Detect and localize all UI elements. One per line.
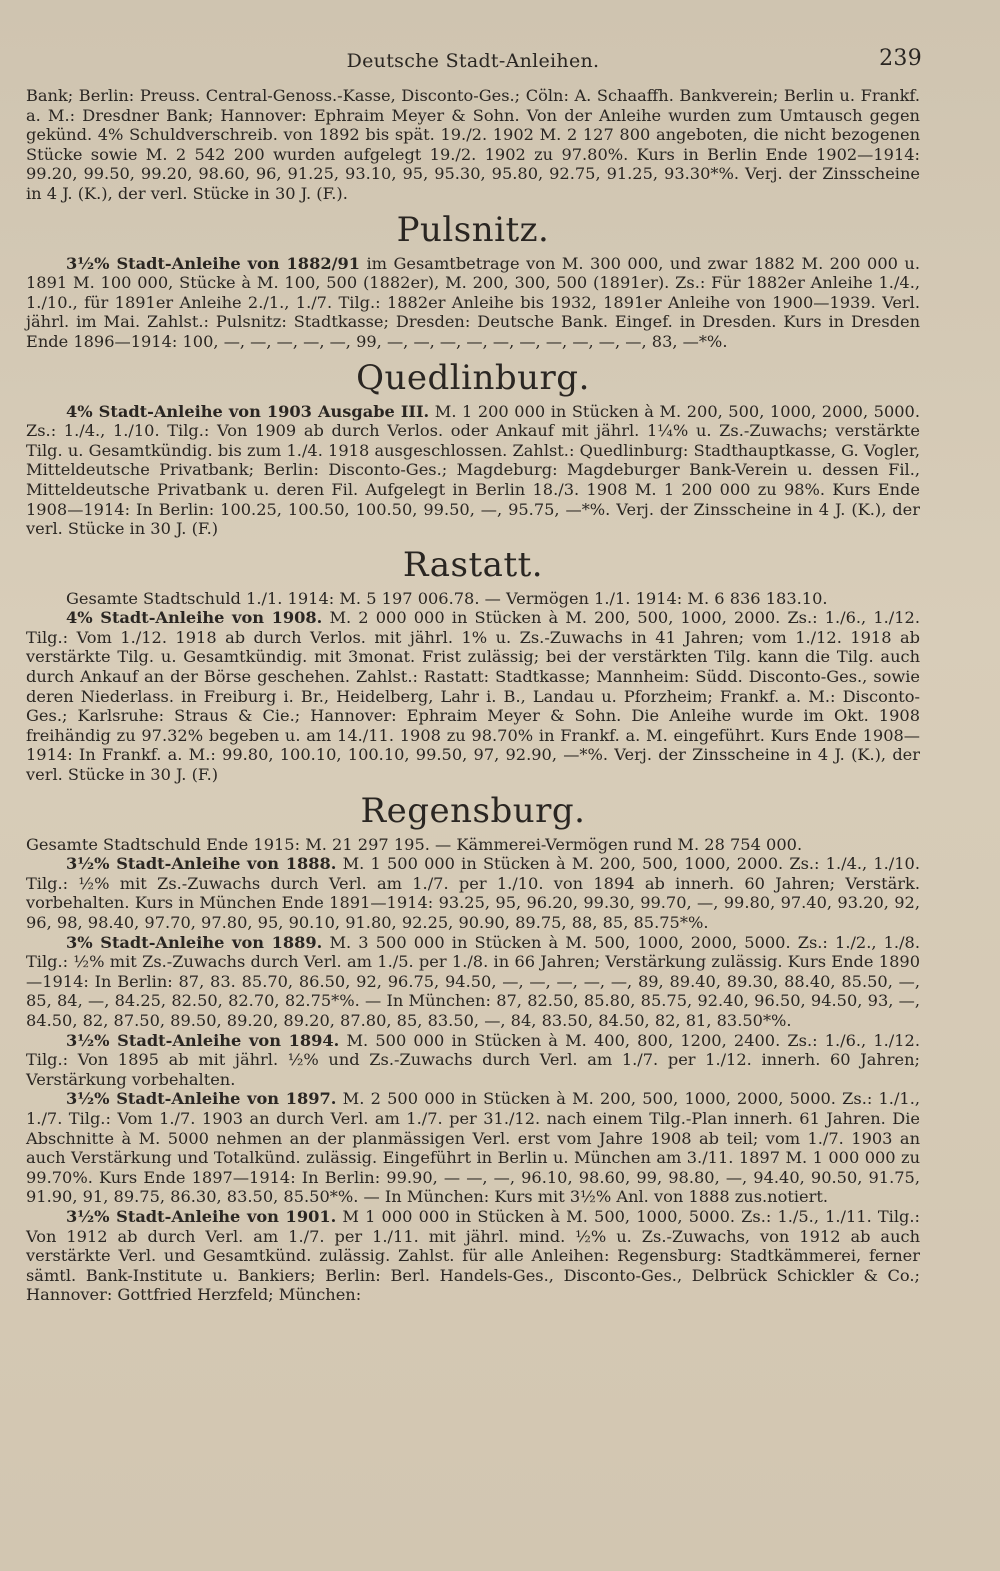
loan-title: 4% Stadt-Anleihe von 1903 Ausgabe III.: [66, 401, 430, 421]
loan-title: 3½% Stadt-Anleihe von 1901.: [66, 1206, 337, 1226]
loan-paragraph: [26, 1207, 920, 1305]
intro-paragraph: Bank; Berlin: Preuss. Central-Genoss.-Kasse, Disconto-Ges.; Cöln: A. Schaaffh. Bankverein; Berlin u. Frankf. a. M.: Dresdner Bank; Hannover: Ephraim Meyer & Sohn. Von der Anleihe wurden zum Umtausch gegen gekünd. 4% Schuldverschreib. von 1892 bis spät. 19./2. 1902 M. 2 127 800 angeboten, die nicht bezogenen Stücke sowie M. 2 542 200 wurden aufgelegt 19./2. 1902 zu 97.80%. Kurs in Berlin Ende 1902—1914: 99.20, 99.50, 99.20, 98.60, 96, 91.25, 93.10, 95, 95.30, 95.80, 92.75, 91.25, 93.30*%. Verj. der Zinsscheine in 4 J. (K.), der verl. Stücke in 30 J. (F.).: [26, 86, 920, 203]
loan-paragraph: [26, 854, 920, 932]
loan-title: 3½% Stadt-Anleihe von 1894.: [66, 1030, 340, 1050]
city-heading-rastatt: Rastatt.: [402, 544, 544, 585]
running-header: [26, 36, 920, 86]
loan-text: M. 1 200 000 in Stücken à M. 200, 500, 1000, 2000, 5000. Zs.: 1./4., 1./10. Tilg.: Von 1909 ab durch Verlos. oder Ankauf mit jährl. 1¼% u. Zs.-Zuwachs; verstärkte Tilg. u. Gesamtkündig. bis zum 1./4. 1918 ausgeschlossen. Zahlst.: Quedlinburg: Stadthauptkasse, G. Vogler, Mitteldeutsche Privatbank; Berlin: Disconto-Ges.; Magdeburg: Magdeburger Bank-Verein u. dessen Fil., Mitteldeutsche Privatbank u. deren Fil. Aufgelegt in Berlin 18./3. 1908 M. 1 200 000 zu 98%. Kurs Ende 1908—1914: In Berlin: 100.25, 100.50, 100.50, 99.50, —, 95.75, —*%. Verj. der Zinsscheine in 4 J. (K.), der verl. Stücke in 30 J. (F.): [26, 401, 920, 539]
city-heading-pulsnitz: Pulsnitz.: [396, 209, 550, 250]
city-heading-quedlinburg: Quedlinburg.: [356, 357, 590, 398]
loan-title: 3½% Stadt-Anleihe von 1888.: [66, 854, 337, 874]
loan-text: M. 2 000 000 in Stücken à M. 200, 500, 1000, 2000. Zs.: 1./6., 1./12. Tilg.: Vom 1./12. 1918 ab durch Verlos. mit jährl. 1% u. Zs.-Zuwachs in 41 Jahren; vom 1./12. 1918 ab verstärkte Tilg. u. Gesamtkündig. mit 3monat. Frist zulässig; bei der verstärkten Tilg. kann die Tilg. auch durch Ankauf an der Börse geschehen. Zahlst.: Rastatt: Stadtkasse; Mannheim: Südd. Disconto-Ges., sowie deren Niederlass. in Freiburg i. Br., Heidelberg, Lahr i. B., Landau u. Pforzheim; Frankf. a. M.: Disconto-Ges.; Karlsruhe: Straus & Cie.; Hannover: Ephraim Meyer & Sohn. Die Anleihe wurde im Okt. 1908 freihändig zu 97.32% begeben u. am 14./11. 1908 zu 98.70% in Frankf. a. M. eingeführt. Kurs Ende 1908—1914: In Frankf. a. M.: 99.80, 100.10, 100.10, 99.50, 97, 92.90, —*%. Verj. der Zinsscheine in 4 J. (K.), der verl. Stücke in 30 J. (F.): [26, 608, 920, 785]
loan-title: 3½% Stadt-Anleihe von 1897.: [66, 1089, 337, 1109]
loan-title: 4% Stadt-Anleihe von 1908.: [66, 608, 323, 628]
loan-text: M. 3 500 000 in Stücken à M. 500, 1000, 2000, 5000. Zs.: 1./2., 1./8. Tilg.: ½% mit Zs.-Zuwachs durch Verl. am 1./5. per 1./8. in 66 Jahren; Verstärkung zulässig. Kurs Ende 1890—1914: In Berlin: 87, 83. 85.70, 86.50, 92, 96.75, 94.50, —, —, —, —, —, 89, 89.40, 89.30, 88.40, 85.50, —, 85, 84, —, 84.25, 82.50, 82.70, 82.75*%. — In München: 87, 82.50, 85.80, 85.75, 92.40, 96.50, 94.50, 93, —, 84.50, 82, 87.50, 89.50, 89.20, 89.20, 87.80, 85, 83.50, —, 84, 83.50, 84.50, 82, 81, 83.50*%.: [26, 932, 920, 1030]
loan-paragraph: [26, 933, 920, 1031]
loan-text: M. 500 000 in Stücken à M. 400, 800, 1200, 2400. Zs.: 1./6., 1./12. Tilg.: Von 1895 ab mit jährl. ½% und Zs.-Zuwachs durch Verl. am 1./7. per 1./12. innerh. 60 Jahren; Verstärkung vorbehalten.: [26, 1030, 920, 1089]
loan-paragraph: [26, 608, 920, 784]
running-title: Deutsche Stadt-Anleihen.: [346, 50, 600, 72]
loan-text: im Gesamtbetrage von M. 300 000, und zwar 1882 M. 200 000 u. 1891 M. 100 000, Stücke à M. 100, 500 (1882er), M. 200, 300, 500 (1891er). Zs.: Für 1882er Anleihe 1./4., 1./10., für 1891er Anleihe 2./1., 1./7. Tilg.: 1882er Anleihe bis 1932, 1891er Anleihe von 1900—1939. Verl. jährl. im Mai. Zahlst.: Pulsnitz: Stadtkasse; Dresden: Deutsche Bank. Eingef. in Dresden. Kurs in Dresden Ende 1896—1914: 100, —, —, —, —, —, 99, —, —, —, —, —, —, —, —, —, —, 83, —*%.: [26, 253, 920, 351]
loan-paragraph: [26, 1031, 920, 1090]
loan-paragraph: [26, 254, 920, 352]
loan-paragraph: [26, 1089, 920, 1207]
loan-text: M. 2 500 000 in Stücken à M. 200, 500, 1000, 2000, 5000. Zs.: 1./1., 1./7. Tilg.: Vom 1./7. 1903 an durch Verl. am 1./7. per 31./12. nach einem Tilg.-Plan innerh. 61 Jahren. Die Abschnitte à M. 5000 nehmen an der planmässigen Verl. erst vom Jahre 1908 ab teil; vom 1./7. 1903 an auch Verstärkung und Totalkünd. zulässig. Eingeführt in Berlin u. München am 3./11. 1897 M. 1 000 000 zu 99.70%. Kurs Ende 1897—1914: In Berlin: 99.90, — —, —, 96.10, 98.60, 99, 98.80, —, 94.40, 90.50, 91.75, 91.90, 91, 89.75, 86.30, 83.50, 85.50*%. — In München: Kurs mit 3½% Anl. von 1888 zus.notiert.: [26, 1089, 920, 1207]
loan-text: M 1 000 000 in Stücken à M. 500, 1000, 5000. Zs.: 1./5., 1./11. Tilg.: Von 1912 ab durch Verl. am 1./7. per 1./11. mit jährl. mind. ½% u. Zs.-Zuwachs, von 1912 ab auch verstärkte Verl. und Gesamtkünd. zulässig. Zahlst. für alle Anleihen: Regensburg: Stadtkämmerei, ferner sämtl. Bank-Institute u. Bankiers; Berlin: Berl. Handels-Ges., Disconto-Ges., Delbrück Schickler & Co.; Hannover: Gottfried Herzfeld; München:: [26, 1206, 920, 1305]
loan-text: M. 1 500 000 in Stücken à M. 200, 500, 1000, 2000. Zs.: 1./4., 1./10. Tilg.: ½% mit Zs.-Zuwachs durch Verl. am 1./7. per 1./10. von 1894 ab innerh. 60 Jahren; Verstärk. vorbehalten. Kurs in München Ende 1891—1914: 93.25, 95, 96.20, 99.30, 99.70, —, 99.80, 97.40, 93.20, 92, 96, 98, 98.40, 97.70, 97.80, 95, 90.10, 91.80, 92.25, 90.90, 89.75, 88, 85, 85.75*%.: [26, 854, 920, 932]
loan-title: 3% Stadt-Anleihe von 1889.: [66, 932, 323, 952]
debt-summary: Gesamte Stadtschuld 1./1. 1914: M. 5 197 006.78. — Vermögen 1./1. 1914: M. 6 836 183.10.: [66, 588, 828, 608]
loan-title: 3½% Stadt-Anleihe von 1882/91: [66, 253, 361, 273]
city-heading-regensburg: Regensburg.: [360, 790, 586, 831]
loan-paragraph: [26, 402, 920, 539]
debt-summary: Gesamte Stadtschuld Ende 1915: M. 21 297 195. — Kämmerei-Vermögen rund M. 28 754 000.: [26, 834, 803, 854]
page-number: 239: [879, 46, 922, 71]
